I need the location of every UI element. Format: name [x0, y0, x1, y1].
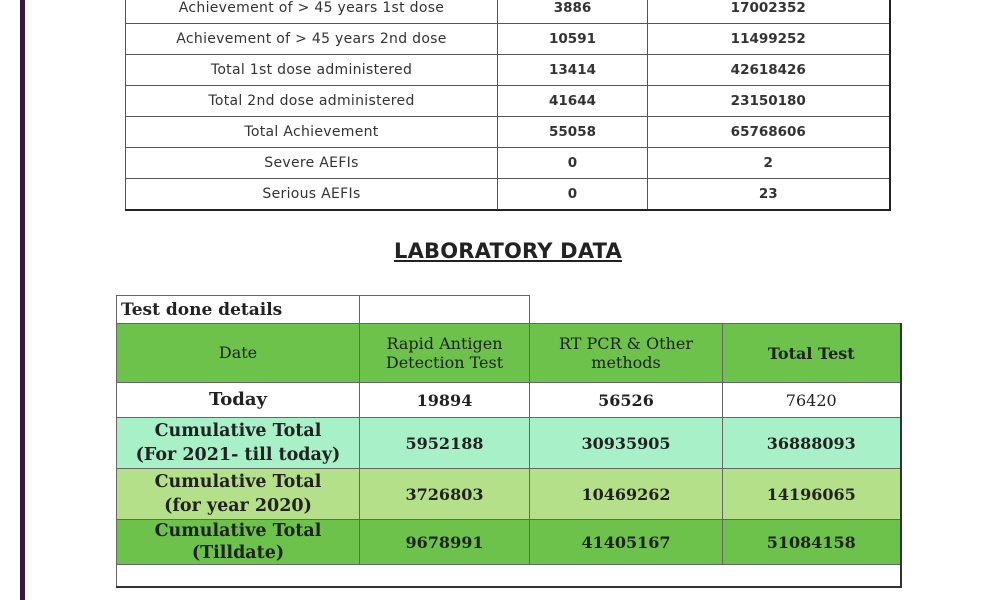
label-line1: Cumulative Total — [154, 521, 322, 541]
row-label: Serious AEFIs — [126, 179, 498, 211]
date-header: Date — [117, 324, 360, 383]
cumulative-value: 17002352 — [648, 0, 890, 24]
rtpcr-value: 56526 — [530, 383, 723, 418]
cumulative-value: 23 — [648, 179, 890, 211]
rapid-value: 3726803 — [360, 469, 530, 520]
label-line1: Cumulative Total — [154, 421, 322, 441]
rapid-header-line2: Detection Test — [385, 353, 504, 372]
table-row — [126, 179, 890, 211]
cumulative-value: 42618426 — [648, 55, 890, 86]
row-label: Achievement of > 45 years 2nd dose — [126, 24, 498, 55]
today-value: 55058 — [498, 117, 648, 148]
total-value: 36888093 — [723, 418, 901, 469]
row-label: Total 1st dose administered — [126, 55, 498, 86]
table-row — [117, 383, 901, 418]
cumulative-2020-label — [117, 469, 360, 520]
table-row — [126, 24, 890, 55]
empty-cell — [530, 296, 901, 324]
label-line2: (Tilldate) — [191, 543, 285, 563]
table-row — [126, 86, 890, 117]
left-border-bar — [20, 0, 25, 600]
empty-cell — [117, 565, 901, 588]
table-row — [126, 148, 890, 179]
empty-cell — [360, 296, 530, 324]
table-row — [126, 117, 890, 148]
table-caption: Test done details — [117, 296, 360, 324]
table-row — [126, 0, 890, 24]
total-test-header: Total Test — [723, 324, 901, 383]
rapid-antigen-header — [360, 324, 530, 383]
rapid-value: 9678991 — [360, 520, 530, 565]
vaccination-table — [125, 0, 891, 211]
row-label: Achievement of > 45 years 1st dose — [126, 0, 498, 24]
cumulative-tilldate-label — [117, 520, 360, 565]
table-row — [117, 469, 901, 520]
rtpcr-header-line2: methods — [591, 353, 661, 372]
cumulative-value: 2 — [648, 148, 890, 179]
rtpcr-header-line1: RT PCR & Other — [559, 334, 693, 353]
row-label: Severe AEFIs — [126, 148, 498, 179]
label-line2: (For 2021- till today) — [135, 445, 341, 465]
rapid-value: 5952188 — [360, 418, 530, 469]
cumulative-value: 23150180 — [648, 86, 890, 117]
table-row — [126, 55, 890, 86]
rapid-value: 19894 — [360, 383, 530, 418]
label-line2: (for year 2020) — [164, 496, 312, 516]
today-value: 0 — [498, 179, 648, 211]
rtpcr-value: 10469262 — [530, 469, 723, 520]
table-row — [117, 520, 901, 565]
today-label: Today — [117, 383, 360, 418]
today-value: 3886 — [498, 0, 648, 24]
cumulative-value: 11499252 — [648, 24, 890, 55]
row-label: Total Achievement — [126, 117, 498, 148]
rtpcr-header — [530, 324, 723, 383]
table-row — [117, 418, 901, 469]
today-value: 41644 — [498, 86, 648, 117]
total-value: 14196065 — [723, 469, 901, 520]
today-value: 0 — [498, 148, 648, 179]
rapid-header-line1: Rapid Antigen — [386, 334, 503, 353]
today-value: 13414 — [498, 55, 648, 86]
cumulative-value: 65768606 — [648, 117, 890, 148]
row-label: Total 2nd dose administered — [126, 86, 498, 117]
total-value: 76420 — [723, 383, 901, 418]
total-value: 51084158 — [723, 520, 901, 565]
laboratory-table — [116, 295, 902, 588]
header-row — [117, 324, 901, 383]
caption-row — [117, 296, 901, 324]
rtpcr-value: 30935905 — [530, 418, 723, 469]
blank-row — [117, 565, 901, 588]
laboratory-data-heading: LABORATORY DATA — [393, 239, 622, 263]
cumulative-2021-label — [117, 418, 360, 469]
today-value: 10591 — [498, 24, 648, 55]
label-line1: Cumulative Total — [154, 472, 322, 492]
rtpcr-value: 41405167 — [530, 520, 723, 565]
